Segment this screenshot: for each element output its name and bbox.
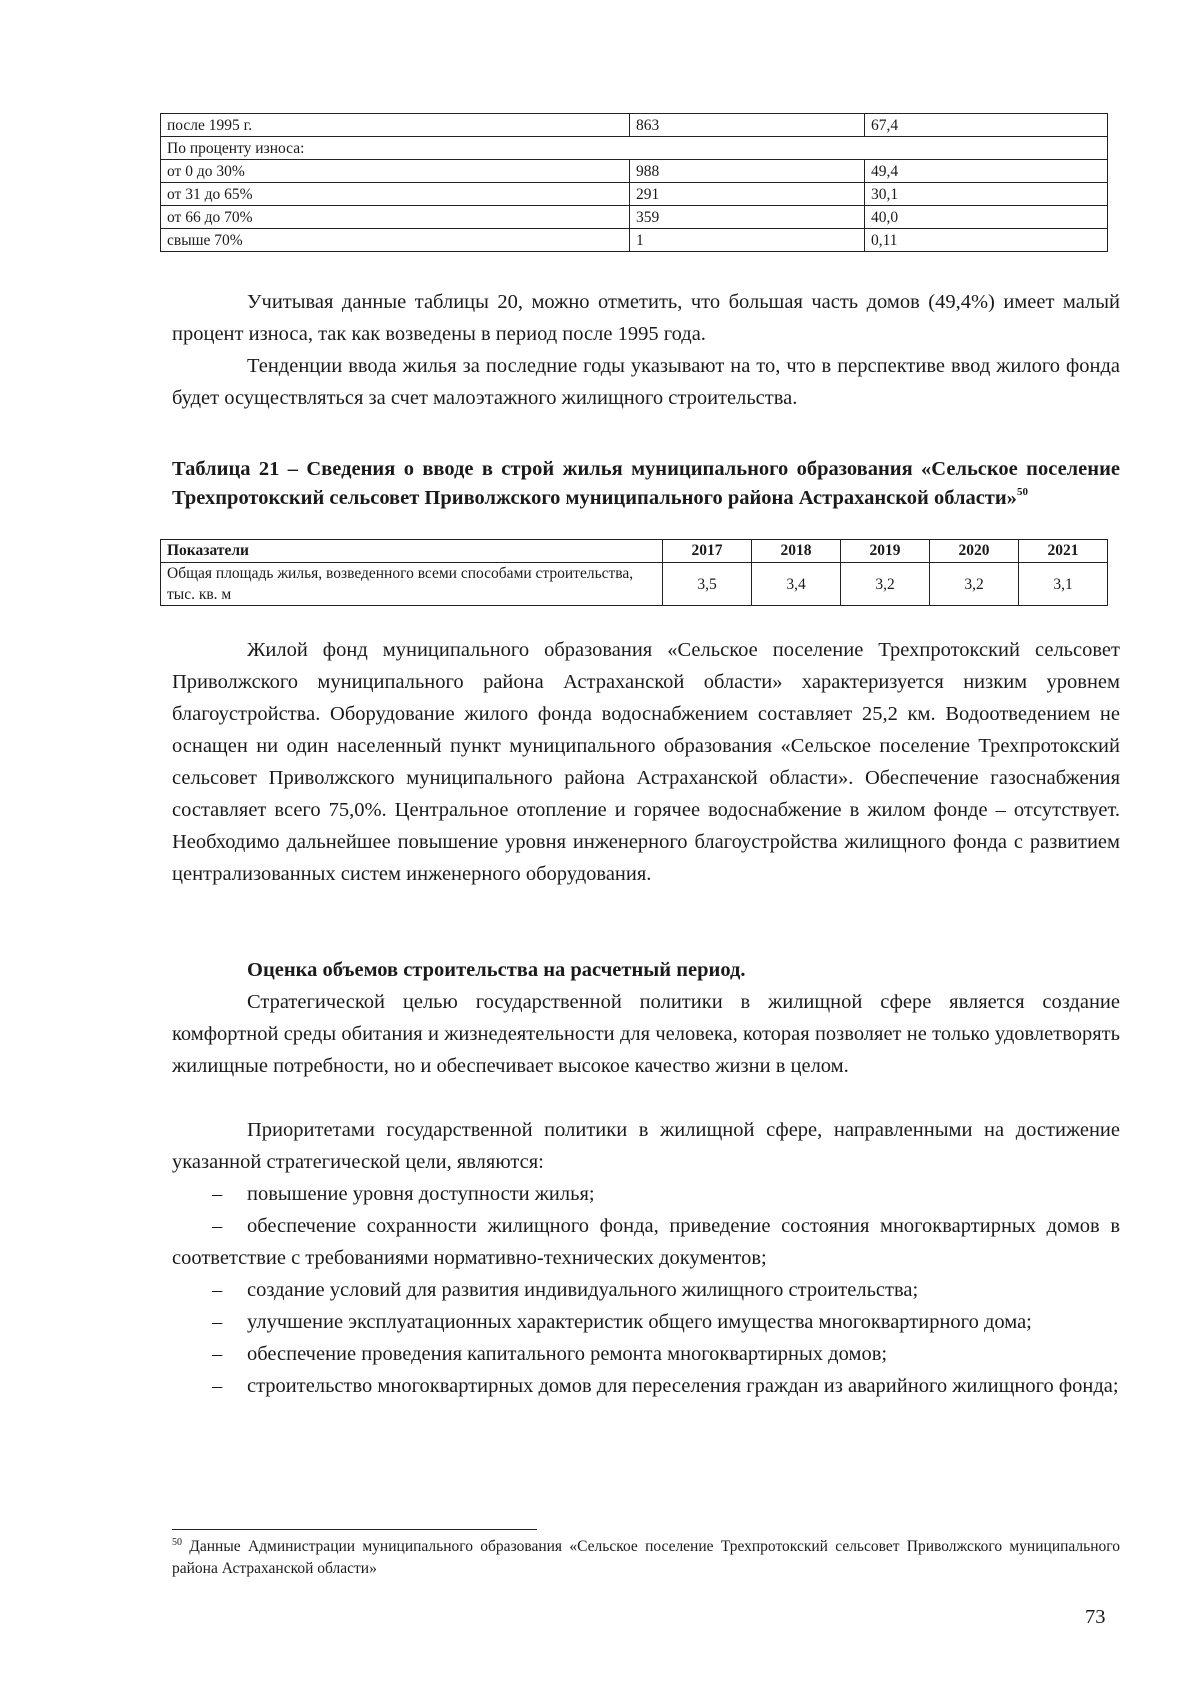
footnote-ref: 50 — [1016, 486, 1028, 498]
table-cell: 49,4 — [865, 160, 1108, 183]
paragraph: Стратегической целью государственной политики в жилищной сфере является создание комфортной среды обитания и жизнедеятельности для человека, которая позволяет не только удовлетворять жилищные потребности, но и обеспечивает высокое качество жизни в целом. — [172, 991, 1120, 1077]
table-cell: 3,4 — [752, 563, 841, 606]
list-item — [172, 1274, 1120, 1306]
table-row — [161, 160, 1108, 183]
page-number: 73 — [1085, 1606, 1106, 1628]
table-cell: 30,1 — [865, 183, 1108, 206]
footnote — [172, 1536, 1120, 1580]
section-heading: Оценка объемов строительства на расчетный период. — [247, 959, 746, 981]
table-caption-text: Таблица 21 – Сведения о вводе в строй жилья муниципального образования «Сельское поселение Трехпротокский сельсовет Приволжского муниципального района Астраханской области» — [172, 458, 1120, 509]
table-cell: от 0 до 30% — [161, 160, 630, 183]
list-item-text: улучшение эксплуатационных характеристик общего имущества многоквартирного дома; — [247, 1311, 1032, 1333]
list-item-text: обеспечение сохранности жилищного фонда, приведение состояния многоквартирных домов в соответствие с требованиями нормативно-технических документов; — [172, 1215, 1120, 1269]
table-cell: 291 — [630, 183, 865, 206]
table-cell: 3,2 — [930, 563, 1019, 606]
dash-marker: – — [212, 1375, 223, 1397]
table-cell: 359 — [630, 206, 865, 229]
table-cell: от 66 до 70% — [161, 206, 630, 229]
list-item — [172, 1338, 1120, 1370]
table-subheader-cell: По проценту износа: — [161, 137, 1108, 160]
table-cell: 3,5 — [663, 563, 752, 606]
dash-marker: – — [212, 1343, 223, 1365]
footnote-divider — [172, 1529, 537, 1530]
table-row — [161, 137, 1108, 160]
paragraph: Жилой фонд муниципального образования «Сельское поселение Трехпротокский сельсовет Приволжского муниципального района Астраханской области» характеризуется низким уровнем благоустройства. Оборудование жилого фонда водоснабжением составляет 25,2 км. Водоотведением не оснащен ни один населенный пункт муниципального образования «Сельское поселение Трехпротокский сельсовет Приволжского муниципального района Астраханской области». Обеспечение газоснабжения составляет всего 75,0%. Центральное отопление и горячее водоснабжение в жилом фонде – отсутствует. Необходимо дальнейшее повышение уровня инженерного благоустройства жилищного фонда с развитием централизованных систем инженерного оборудования. — [172, 639, 1120, 885]
paragraph: Приоритетами государственной политики в жилищной сфере, направленными на достижение указанной стратегической цели, являются: — [172, 1119, 1120, 1173]
list-item-text: строительство многоквартирных домов для переселения граждан из аварийного жилищного фонда; — [247, 1375, 1119, 1397]
table-cell: 1 — [630, 229, 865, 252]
table-cell: 3,1 — [1019, 563, 1108, 606]
table-cell: 3,2 — [841, 563, 930, 606]
dash-marker: – — [212, 1279, 223, 1301]
table-row — [161, 206, 1108, 229]
dash-marker: – — [212, 1311, 223, 1333]
list-item-text: создание условий для развития индивидуального жилищного строительства; — [247, 1279, 919, 1301]
table-header-cell: Показатели — [161, 540, 663, 563]
table-cell: 40,0 — [865, 206, 1108, 229]
list-item — [172, 1370, 1120, 1402]
table-cell: свыше 70% — [161, 229, 630, 252]
dash-marker: – — [212, 1215, 223, 1237]
table-row — [161, 563, 1108, 606]
paragraph: Тенденции ввода жилья за последние годы указывают на то, что в перспективе ввод жилого фонда будет осуществляться за счет малоэтажного жилищного строительства. — [172, 355, 1120, 409]
table-cell: 0,11 — [865, 229, 1108, 252]
list-item — [172, 1306, 1120, 1338]
table-header-row — [161, 540, 1108, 563]
priorities-list — [172, 1178, 1120, 1402]
footnote-number: 50 — [172, 1537, 182, 1548]
table-cell: 863 — [630, 114, 865, 137]
footnote-text: Данные Администрации муниципального образования «Сельское поселение Трехпротокский сельсовет Приволжского муниципального района Астраханской области» — [172, 1538, 1120, 1577]
table-header-cell: 2017 — [663, 540, 752, 563]
table-header-cell: 2019 — [841, 540, 930, 563]
table-cell: после 1995 г. — [161, 114, 630, 137]
table-header-cell: 2021 — [1019, 540, 1108, 563]
housing-wear-table — [160, 113, 1108, 252]
table-row — [161, 229, 1108, 252]
table-header-cell: 2020 — [930, 540, 1019, 563]
table-caption — [172, 455, 1120, 513]
paragraph: Учитывая данные таблицы 20, можно отметить, что большая часть домов (49,4%) имеет малый процент износа, так как возведены в период после 1995 года. — [172, 291, 1120, 345]
table-cell: 988 — [630, 160, 865, 183]
list-item — [172, 1178, 1120, 1210]
housing-commissioning-table — [160, 539, 1108, 606]
table-header-cell: 2018 — [752, 540, 841, 563]
table-cell: Общая площадь жилья, возведенного всеми способами строительства, тыс. кв. м — [161, 563, 663, 606]
table-cell: от 31 до 65% — [161, 183, 630, 206]
dash-marker: – — [212, 1183, 223, 1205]
list-item-text: повышение уровня доступности жилья; — [247, 1183, 595, 1205]
list-item — [172, 1210, 1120, 1274]
table-row — [161, 183, 1108, 206]
list-item-text: обеспечение проведения капитального ремонта многоквартирных домов; — [247, 1343, 888, 1365]
table-cell: 67,4 — [865, 114, 1108, 137]
table-row — [161, 114, 1108, 137]
